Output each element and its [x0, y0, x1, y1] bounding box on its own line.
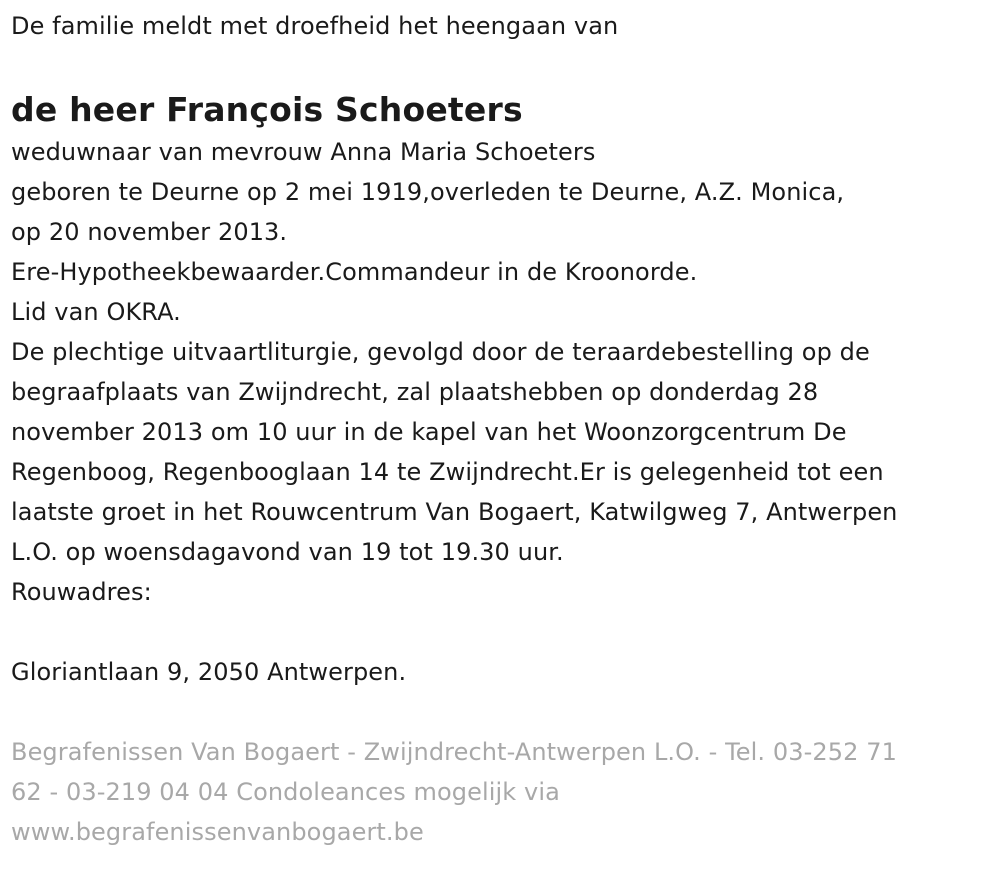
funeral-text-line: laatste groet in het Rouwcentrum Van Bogaert, Katwilgweg 7, Antwerpen [11, 498, 898, 526]
mourning-address-label: Rouwadres: [11, 578, 152, 606]
membership-line: Lid van OKRA. [11, 298, 181, 326]
funeral-text-line: Regenboog, Regenbooglaan 14 te Zwijndrecht.Er is gelegenheid tot een [11, 458, 884, 486]
deceased-name: de heer François Schoeters [11, 90, 523, 129]
honours-line: Ere-Hypotheekbewaarder.Commandeur in de Kroonorde. [11, 258, 698, 286]
funeral-text-line: L.O. op woensdagavond van 19 tot 19.30 uur. [11, 538, 564, 566]
footer-line: Begrafenissen Van Bogaert - Zwijndrecht-Antwerpen L.O. - Tel. 03-252 71 [11, 738, 897, 766]
funeral-text-line: De plechtige uitvaartliturgie, gevolgd door de teraardebestelling op de [11, 338, 870, 366]
notice-body [11, 132, 996, 612]
footer-line: 62 - 03-219 04 04 Condoleances mogelijk via [11, 778, 560, 806]
death-date-line: op 20 november 2013. [11, 218, 288, 246]
death-notice [11, 6, 996, 852]
widower-line: weduwnaar van mevrouw Anna Maria Schoeters [11, 138, 596, 166]
footer-website: www.begrafenissenvanbogaert.be [11, 818, 424, 846]
spacer [11, 612, 996, 652]
intro-text: De familie meldt met droefheid het heengaan van [11, 12, 619, 40]
mourning-address: Gloriantlaan 9, 2050 Antwerpen. [11, 658, 407, 686]
funeral-text-line: begraafplaats van Zwijndrecht, zal plaatshebben op donderdag 28 [11, 378, 819, 406]
funeral-text-line: november 2013 om 10 uur in de kapel van het Woonzorgcentrum De [11, 418, 847, 446]
birth-death-line: geboren te Deurne op 2 mei 1919,overleden te Deurne, A.Z. Monica, [11, 178, 845, 206]
funeral-home-footer [11, 732, 996, 852]
